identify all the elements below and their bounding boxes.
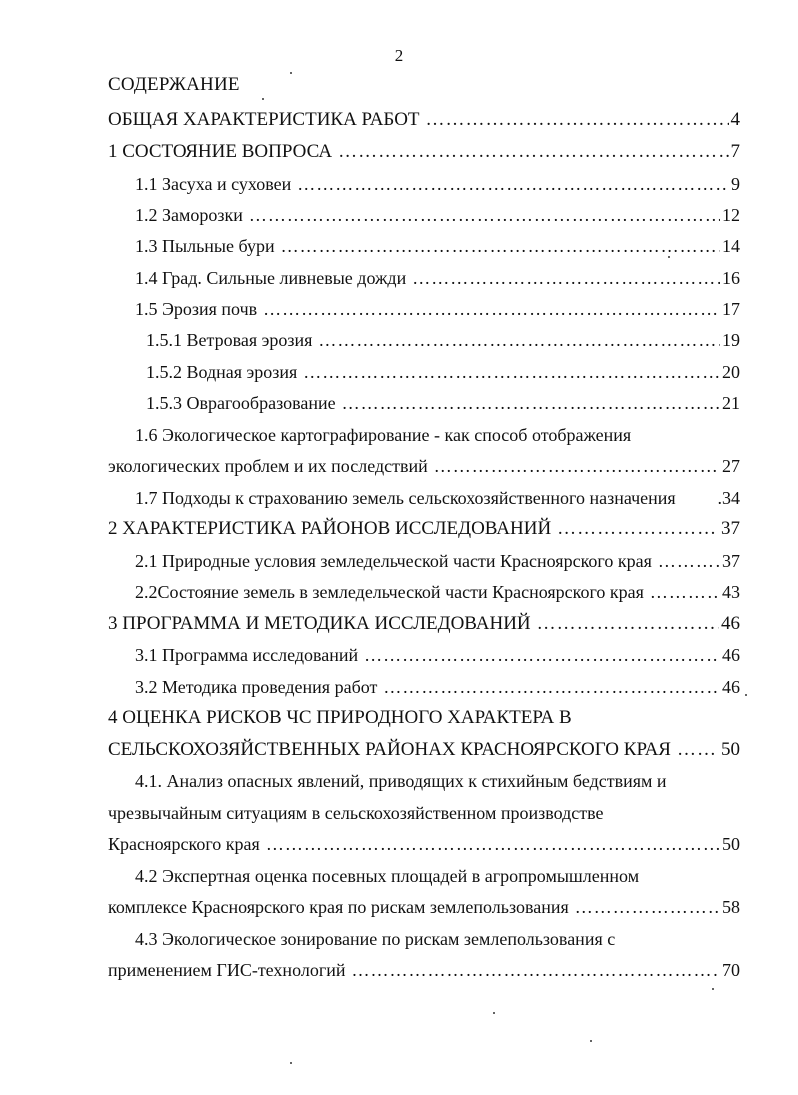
toc-page-number: 19 xyxy=(722,330,740,350)
dot-leader xyxy=(650,580,720,604)
toc-entry-text: применением ГИС-технологий xyxy=(108,960,346,980)
toc-page-number: 50 xyxy=(722,834,740,854)
dot-leader xyxy=(412,266,720,290)
toc-page-number: 46 xyxy=(722,645,740,665)
toc-entry-1-5-3 xyxy=(146,391,740,415)
toc-entry-text: ОБЩАЯ ХАРАКТЕРИСТИКА РАБОТ xyxy=(108,109,420,130)
toc-entry-text: экологических проблем и их последствий xyxy=(108,456,428,476)
dot-leader xyxy=(249,203,720,227)
scan-speck xyxy=(493,1012,495,1014)
toc-entry-text: 3.1 Программа исследований xyxy=(135,645,359,665)
toc-entry-4-2 xyxy=(108,895,740,919)
toc-entry-1-2 xyxy=(135,203,740,227)
scan-speck xyxy=(290,1062,292,1064)
toc-entry-text: 2.1 Природные условия земледельческой части Красноярского края xyxy=(135,551,652,571)
scan-speck xyxy=(290,72,292,74)
toc-page-number: 46 xyxy=(721,613,740,634)
toc-entry-4-1-line1: 4.1. Анализ опасных явлений, приводящих к стихийным бедствиям и xyxy=(135,771,667,791)
toc-page-number: 70 xyxy=(722,960,740,980)
toc-page-number: 14 xyxy=(722,236,740,256)
toc-entry-text: 1.1 Засуха и суховеи xyxy=(135,174,292,194)
scan-speck xyxy=(668,256,670,258)
toc-entry-1-3 xyxy=(135,234,740,258)
toc-entry-section-2 xyxy=(108,517,740,541)
toc-entry-text: 1.5.1 Ветровая эрозия xyxy=(146,330,313,350)
dot-leader xyxy=(658,549,720,573)
toc-entry-1-5-1 xyxy=(146,328,740,352)
dot-leader xyxy=(266,832,720,856)
toc-entry-text: СЕЛЬСКОХОЗЯЙСТВЕННЫХ РАЙОНАХ КРАСНОЯРСКОГО КРАЯ xyxy=(108,739,671,760)
dot-leader xyxy=(537,612,719,636)
toc-entry-3-2 xyxy=(135,675,740,699)
toc-entry-text: 1.7 Подходы к страхованию земель сельскохозяйственного назначения xyxy=(135,488,676,508)
toc-entry-4-1 xyxy=(108,832,740,856)
toc-page-number: 34 xyxy=(722,488,740,508)
toc-entry-section-1 xyxy=(108,140,740,164)
toc-entry-1-1 xyxy=(135,172,740,196)
toc-entry-text: 1.5.3 Оврагообразование xyxy=(146,393,336,413)
toc-page-number: 27 xyxy=(722,456,740,476)
toc-entry-text: 1 СОСТОЯНИЕ ВОПРОСА xyxy=(108,141,333,162)
toc-entry-4-1-line2: чрезвычайным ситуациям в сельскохозяйственном производстве xyxy=(108,803,604,823)
toc-entry-text: 2 ХАРАКТЕРИСТИКА РАЙОНОВ ИССЛЕДОВАНИЙ xyxy=(108,518,552,539)
toc-page-number: 7 xyxy=(730,141,740,162)
toc-entry-text: 3.2 Методика проведения работ xyxy=(135,677,378,697)
toc-entry-text: 1.5.2 Водная эрозия xyxy=(146,362,298,382)
toc-page-number: 16 xyxy=(722,268,740,288)
toc-entry-1-7 xyxy=(135,486,740,510)
dot-leader xyxy=(426,108,729,132)
toc-entry-text: 1.2 Заморозки xyxy=(135,205,243,225)
toc-page-number: 17 xyxy=(722,299,740,319)
toc-entry-text: Красноярского края xyxy=(108,834,260,854)
dot-leader xyxy=(364,643,720,667)
toc-page-prefix: .34 xyxy=(717,488,740,508)
dot-leader xyxy=(575,895,720,919)
toc-entry-text: 3 ПРОГРАММА И МЕТОДИКА ИССЛЕДОВАНИЙ xyxy=(108,613,531,634)
toc-entry-section-4 xyxy=(108,738,740,762)
toc-entry-3-1 xyxy=(135,643,740,667)
toc-page-number: 4 xyxy=(730,109,740,130)
toc-page-number: 12 xyxy=(722,205,740,225)
toc-page-number: 21 xyxy=(722,393,740,413)
dot-leader xyxy=(677,738,719,762)
toc-entry-1-6 xyxy=(108,454,740,478)
toc-entry-4-2-line1: 4.2 Экспертная оценка посевных площадей в агропромышленном xyxy=(135,866,640,886)
toc-entry-text: 2.2Состояние земель в земледельческой части Красноярского края xyxy=(135,582,644,602)
dot-leader xyxy=(263,297,720,321)
toc-entry-text: комплексе Красноярского края по рискам землепользования xyxy=(108,897,569,917)
toc-page-number: 50 xyxy=(721,739,740,760)
toc-entry-text: 1.5 Эрозия почв xyxy=(135,299,258,319)
dot-leader xyxy=(383,675,720,699)
toc-entry-1-4 xyxy=(135,266,740,290)
scan-speck xyxy=(262,98,264,100)
dot-leader xyxy=(342,391,720,415)
toc-entry-2-2 xyxy=(135,580,740,604)
toc-page-number: 37 xyxy=(722,551,740,571)
toc-entry-section-4-line1: 4 ОЦЕНКА РИСКОВ ЧС ПРИРОДНОГО ХАРАКТЕРА В xyxy=(108,707,572,728)
toc-entry-text: 1.4 Град. Сильные ливневые дожди xyxy=(135,268,407,288)
toc-page-number: 46 xyxy=(722,677,740,697)
dot-leader xyxy=(338,140,728,164)
dot-leader xyxy=(434,454,720,478)
dot-leader xyxy=(303,360,720,384)
toc-entry-1-5 xyxy=(135,297,740,321)
scan-speck xyxy=(590,1040,592,1042)
scan-speck xyxy=(712,988,714,990)
dot-leader xyxy=(281,234,720,258)
toc-entry-section-3 xyxy=(108,612,740,636)
toc-page-number: 37 xyxy=(721,518,740,539)
page-number: 2 xyxy=(394,46,404,65)
toc-entry-text: 1.3 Пыльные бури xyxy=(135,236,275,256)
dot-leader xyxy=(297,172,729,196)
dot-leader xyxy=(351,958,720,982)
toc-entry-1-5-2 xyxy=(146,360,740,384)
toc-title: СОДЕРЖАНИЕ xyxy=(108,74,240,95)
toc-page-number: 9 xyxy=(731,174,740,194)
toc-entry-1-6-line1: 1.6 Экологическое картографирование - как способ отображения xyxy=(135,425,632,445)
toc-entry-general xyxy=(108,108,740,132)
toc-page-number: 20 xyxy=(722,362,740,382)
toc-page-number: 58 xyxy=(722,897,740,917)
toc-entry-4-3-line1: 4.3 Экологическое зонирование по рискам землепользования с xyxy=(135,929,616,949)
dot-leader xyxy=(557,517,719,541)
toc-entry-4-3 xyxy=(108,958,740,982)
dot-leader xyxy=(318,328,720,352)
scan-speck xyxy=(745,694,747,696)
toc-entry-2-1 xyxy=(135,549,740,573)
toc-page-number: 43 xyxy=(722,582,740,602)
